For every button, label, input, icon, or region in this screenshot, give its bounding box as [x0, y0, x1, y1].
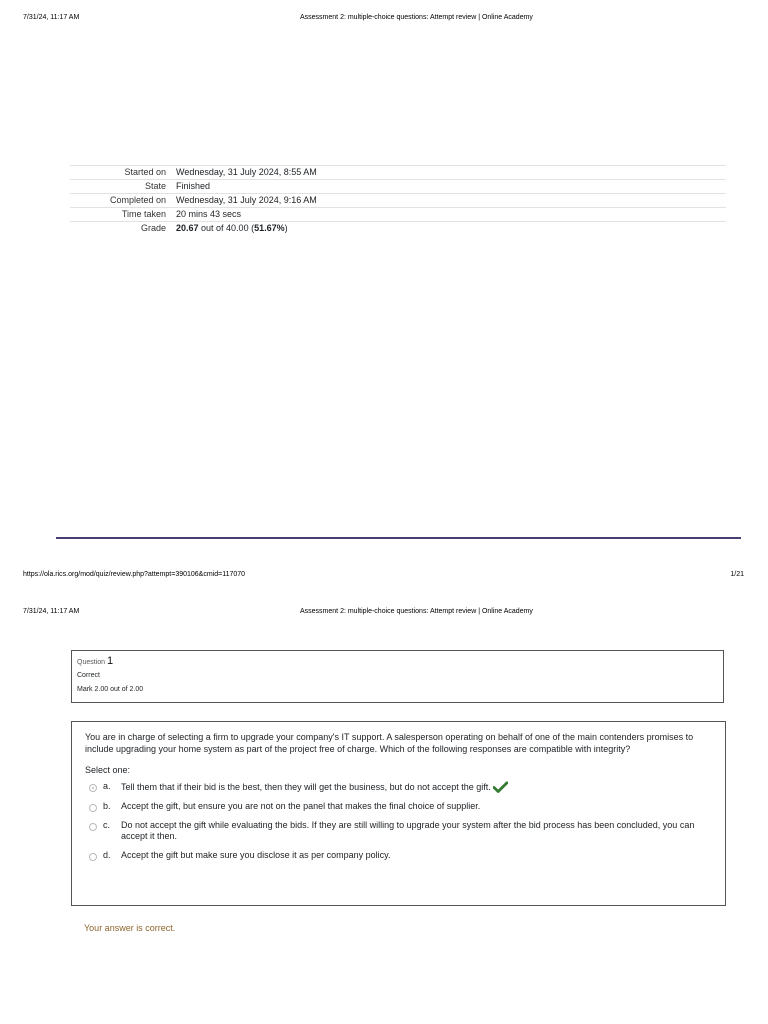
question-label: Question [77, 659, 106, 666]
summary-label: Started on [70, 166, 172, 180]
option-letter: d. [103, 850, 111, 860]
attempt-summary-table [70, 165, 726, 236]
answer-option-a[interactable] [85, 781, 712, 793]
grade-out-of: out of 40.00 ( [198, 223, 255, 233]
question-mark: Mark 2.00 out of 2.00 [77, 686, 144, 693]
check-icon [493, 781, 508, 793]
grade-close: ) [284, 223, 288, 233]
summary-label: Completed on [70, 194, 172, 208]
summary-value: Wednesday, 31 July 2024, 8:55 AM [172, 166, 726, 180]
summary-label: Time taken [70, 208, 172, 222]
radio-button[interactable] [89, 804, 97, 812]
option-letter: a. [103, 781, 111, 791]
summary-row-grade [70, 222, 726, 236]
answer-option-c[interactable] [85, 820, 712, 842]
summary-value: Finished [172, 180, 726, 194]
print-page-number: 1/21 [730, 571, 744, 578]
grade-score: 20.67 [176, 223, 199, 233]
summary-row-completed [70, 194, 726, 208]
summary-row-time-taken [70, 208, 726, 222]
print-page-title: Assessment 2: multiple-choice questions: Attempt review | Online Academy [300, 14, 533, 21]
summary-row-started [70, 166, 726, 180]
radio-button-selected[interactable] [89, 784, 97, 792]
grade-percent: 51.67% [254, 223, 285, 233]
option-text: Accept the gift but make sure you disclose it as per company policy. [121, 850, 391, 860]
answer-option-b[interactable] [85, 801, 712, 812]
print-datetime: 7/31/24, 11:17 AM [23, 14, 80, 21]
page-divider [56, 537, 741, 539]
summary-value: Wednesday, 31 July 2024, 9:16 AM [172, 194, 726, 208]
option-text: Do not accept the gift while evaluating the bids. If they are still willing to upgrade your system after the bid process has been concluded, you can accept it then. [121, 820, 695, 841]
option-text: Accept the gift, but ensure you are not on the panel that makes the final choice of supplier. [121, 801, 481, 811]
summary-label: Grade [70, 222, 172, 236]
print-page-title: Assessment 2: multiple-choice questions: Attempt review | Online Academy [300, 608, 533, 615]
question-content [71, 721, 726, 906]
answer-options [85, 781, 712, 861]
radio-button[interactable] [89, 853, 97, 861]
option-text: Tell them that if their bid is the best, then they will get the business, but do not accept the gift. [121, 782, 491, 792]
option-letter: b. [103, 801, 111, 811]
question-text: You are in charge of selecting a firm to upgrade your company's IT support. A salesperson operating on behalf of one of the main contenders promises to include upgrading your home system as part of the project free of charge. Which of the following responses are compatible with integrity? [85, 732, 694, 754]
answer-feedback: Your answer is correct. [84, 923, 176, 933]
print-datetime: 7/31/24, 11:17 AM [23, 608, 80, 615]
option-text-wrap [121, 781, 712, 793]
question-state: Correct [77, 672, 100, 679]
summary-value: 20 mins 43 secs [172, 208, 726, 222]
question-number: 1 [106, 655, 114, 667]
answer-option-d[interactable] [85, 850, 712, 861]
summary-label: State [70, 180, 172, 194]
print-url: https://ola.rics.org/mod/quiz/review.php?attempt=390106&cmid=117070 [23, 571, 246, 578]
option-letter: c. [103, 820, 111, 830]
radio-button[interactable] [89, 823, 97, 831]
summary-row-state [70, 180, 726, 194]
question-info [71, 650, 724, 703]
question-number-line [77, 655, 718, 669]
select-prompt: Select one: [85, 765, 131, 775]
grade-value [172, 222, 726, 236]
